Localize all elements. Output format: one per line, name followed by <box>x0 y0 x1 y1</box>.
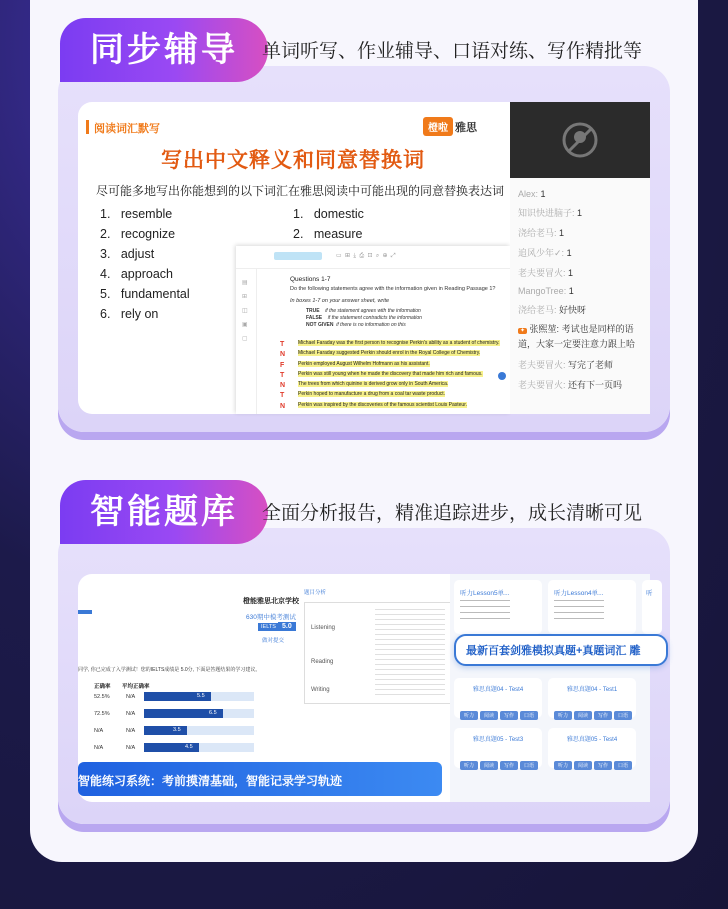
word-item: 4. approach <box>100 267 173 281</box>
report-note: 同学, 你已完成了入学测试！您的IELTS成绩是 5.0分, 下面是答题结果的学习建议。 <box>78 667 261 673</box>
practice-cards <box>450 574 653 802</box>
word-item: 1. domestic <box>293 207 364 221</box>
ielts-label: IELTS <box>258 623 279 631</box>
analysis-row: Writing <box>311 687 330 693</box>
analysis-row: Listening <box>311 625 336 631</box>
chat-message: 老夫要冒火: 还有下一页吗 <box>518 380 623 390</box>
chat-message: 老夫要冒火: 1 <box>518 268 574 278</box>
statement: Michael Faraday suggested Perkin should enrol in the Royal College of Chemistry. <box>298 350 481 357</box>
score-bar-label: 4.5 <box>185 744 193 750</box>
toolbar-buttons[interactable]: ▭ ⊞ ⤓ ⎙ ⊡ ⌕ ⊕ ⤢ <box>336 253 396 259</box>
analysis-title: 题目分析 <box>304 590 327 596</box>
statement: Perkin was still young when he made the discovery that made him rich and famous. <box>298 370 483 377</box>
teacher-badge: ✦ <box>520 328 526 334</box>
statement-list <box>298 338 503 410</box>
score-bar-label: 5.5 <box>197 693 205 699</box>
score-value: 5.0 <box>278 622 296 631</box>
camera-off-icon <box>560 120 600 160</box>
col-rate: 正确率 <box>94 684 111 690</box>
statement: Perkin employed August Wilhelm Hofmann as his assistant. <box>298 360 430 367</box>
rate-value: 52.5% <box>94 694 110 700</box>
lesson-card[interactable]: 听 <box>642 580 662 634</box>
slide-heading: 写出中文释义和同意替换词 <box>161 149 425 172</box>
section-smart-question-bank <box>58 478 670 838</box>
answer-legend: TRUE if the statement agrees with the information FALSE if the statement contradicts the information NOT GIVEN if there is no information on this <box>306 308 422 328</box>
test-card[interactable]: 雅思真题04 - Test4 听力 阅读 写作 口语 <box>454 678 542 718</box>
word-item: 1. resemble <box>100 207 173 221</box>
teacher-video <box>510 102 650 178</box>
document-toolbar <box>236 246 510 269</box>
test-card[interactable]: 雅思真题04 - Test1 听力 阅读 写作 口语 <box>548 678 636 718</box>
chat-message: ✦ 张熙堃: 考试也是同样的语道，大家一定要注意力跟上哈 <box>518 324 636 349</box>
avg-value: N/A <box>126 728 136 734</box>
exam-name: 630期中模考测试 <box>246 614 296 621</box>
statement: Perkin was inspired by the discoveries of the famous scientist Louis Pasteur. <box>298 401 467 408</box>
statement: Perkin hoped to manufacture a drug from a coal tar waste product. <box>298 391 446 398</box>
submit-link[interactable]: 做对提交 <box>262 638 285 644</box>
chat-panel <box>510 178 650 414</box>
chat-message: MangoTree: 1 <box>518 286 574 296</box>
brand-logo: 橙啦 <box>423 117 453 136</box>
section-subtitle: 单词听写、作业辅导、口语对练、写作精批等 <box>262 41 643 62</box>
questions-title: Questions 1-7 <box>290 276 331 283</box>
rate-value: N/A <box>94 728 104 734</box>
lesson-card[interactable]: 听力Lesson4单... <box>548 580 636 634</box>
school-name: 橙能雅思北京学校 <box>243 598 299 605</box>
class-screenshot <box>78 102 650 414</box>
score-bar-label: 3.5 <box>173 727 181 733</box>
chat-message: 老夫要冒火: 写完了老师 <box>518 360 614 370</box>
word-item: 2. recognize <box>100 227 176 241</box>
col-avg: 平均正确率 <box>122 684 150 690</box>
chat-message: 浇给老马: 1 <box>518 228 565 238</box>
highlight-banner: 最新百套剑雅模拟真题+真题词汇 雕 <box>454 634 668 666</box>
avg-value: N/A <box>126 745 136 751</box>
rate-value: N/A <box>94 745 104 751</box>
rate-value: 72.5% <box>94 711 110 717</box>
statement: Michael Faraday was the first person to recognise Perkin's ability as a student of chemistry. <box>298 340 500 346</box>
sidebar-icons[interactable]: ▤ ⊞ ◫ ▣ ▢ <box>242 280 248 342</box>
right-word-list <box>293 207 364 247</box>
bottom-banner: 智能练习系统：考前摸清基础，智能记录学习轨迹 <box>78 762 442 796</box>
card-details <box>554 600 604 620</box>
word-item: 6. rely on <box>100 307 159 321</box>
analysis-text <box>375 609 445 697</box>
slide-tag-marker <box>86 120 89 134</box>
statement: The trees from which quinine is derived grow only in South America. <box>298 381 449 388</box>
left-word-list <box>100 207 190 327</box>
avg-value: N/A <box>126 694 136 700</box>
lesson-card[interactable]: 听力Lesson5单... <box>454 580 542 634</box>
word-item: 3. adjust <box>100 247 155 261</box>
section-sync-tutoring <box>58 14 670 438</box>
avg-value: N/A <box>126 711 136 717</box>
chat-message: 追风少年✓: 1 <box>518 248 572 258</box>
annotation-icon[interactable] <box>498 372 506 380</box>
test-card[interactable]: 雅思真题05 - Test3 听力 阅读 写作 口语 <box>454 728 542 768</box>
section-title: 智能题库 <box>60 480 268 544</box>
document-sidebar <box>236 268 257 414</box>
analysis-row: Reading <box>311 659 334 665</box>
word-item: 2. measure <box>293 227 363 241</box>
chat-message: 浇给老马: 好快呀 <box>518 305 587 315</box>
question-bank-screenshot <box>78 574 653 802</box>
score-bar-label: 6.5 <box>209 710 217 716</box>
chat-message: Alex: 1 <box>518 189 546 199</box>
analysis-table <box>304 602 452 704</box>
test-card[interactable]: 雅思真题05 - Test4 听力 阅读 写作 口语 <box>548 728 636 768</box>
document-viewer <box>236 246 510 414</box>
report-accent <box>78 610 92 614</box>
chat-message: 知识快进脑子: 1 <box>518 208 583 218</box>
section-subtitle: 全面分析报告，精准追踪进步，成长清晰可见 <box>262 503 643 524</box>
boxes-intro: In boxes 1-7 on your answer sheet, write <box>290 298 390 304</box>
questions-intro: Do the following statements agree with the information given in Reading Passage 1? <box>290 286 496 292</box>
word-item: 5. fundamental <box>100 287 190 301</box>
slide-instruction: 尽可能多地写出你能想到的以下词汇在雅思阅读中可能出现的同意替换表达词 <box>96 184 505 198</box>
brand-label: 雅思 <box>455 122 477 134</box>
handwritten-marks: T N F T N T N <box>280 341 286 410</box>
score-bar-chart <box>78 692 300 764</box>
toolbar-highlight[interactable] <box>274 252 322 260</box>
slide-tag: 阅读词汇默写 <box>94 123 160 135</box>
section-title: 同步辅导 <box>60 18 268 82</box>
card-details <box>460 600 510 620</box>
